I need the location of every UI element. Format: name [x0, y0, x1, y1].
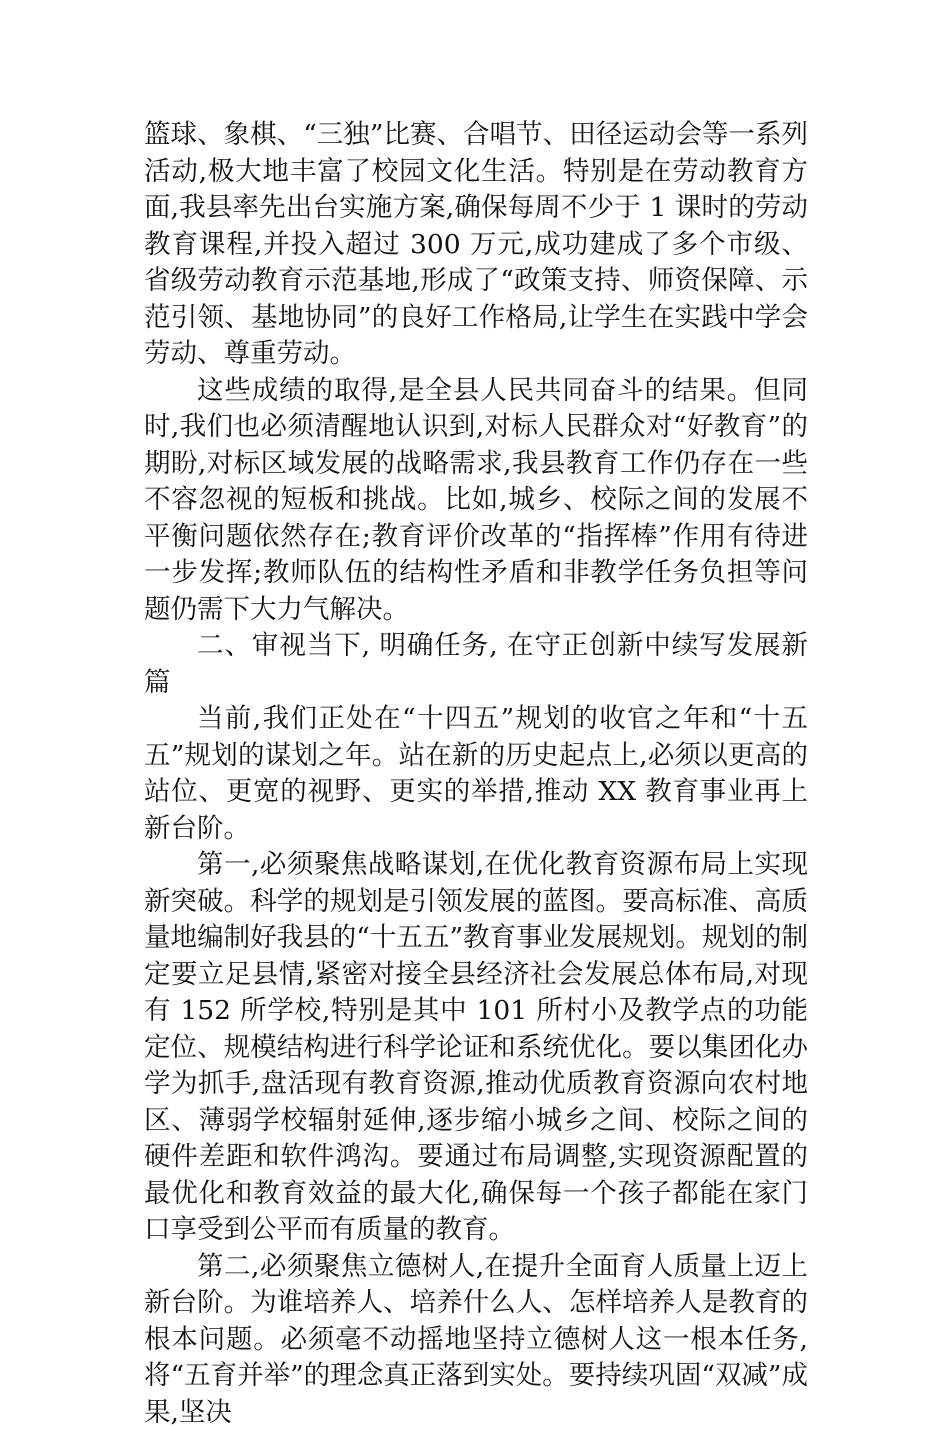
paragraph-activities: 篮球、象棋、“三独”比赛、合唱节、田径运动会等一系列活动,极大地丰富了校园文化生活。特别是在劳动教育方面,我县率先出台实施方案,确保每周不少于 1 课时的劳动教育课程,并投入超过 300 万元,成功建成了多个市级、省级劳动教育示范基地,形成了“政策支持、师资保障、示范引领、基地协同”的良好工作格局,让学生在实践中学会劳动、尊重劳动。 [144, 117, 808, 373]
document-body [144, 117, 808, 1431]
paragraph-achievements: 这些成绩的取得,是全县人民共同奋斗的结果。但同时,我们也必须清醒地认识到,对标人民群众对“好教育”的期盼,对标区域发展的战略需求,我县教育工作仍存在一些不容忽视的短板和挑战。比如,城乡、校际之间的发展不平衡问题依然存在;教育评价改革的“指挥棒”作用有待进一步发挥;教师队伍的结构性矛盾和非教学任务负担等问题仍需下大力气解决。 [144, 373, 808, 629]
paragraph-first-task: 第一,必须聚焦战略谋划,在优化教育资源布局上实现新突破。科学的规划是引领发展的蓝图。要高标准、高质量地编制好我县的“十五五”教育事业发展规划。规划的制定要立足县情,紧密对接全县经济社会发展总体布局,对现有 152 所学校,特别是其中 101 所村小及教学点的功能定位、规模结构进行科学论证和系统优化。要以集团化办学为抓手,盘活现有教育资源,推动优质教育资源向农村地区、薄弱学校辐射延伸,逐步缩小城乡之间、校际之间的硬件差距和软件鸿沟。要通过布局调整,实现资源配置的最优化和教育效益的最大化,确保每一个孩子都能在家门口享受到公平而有质量的教育。 [144, 847, 808, 1249]
paragraph-second-task: 第二,必须聚焦立德树人,在提升全面育人质量上迈上新台阶。为谁培养人、培养什么人、怎样培养人是教育的根本问题。必须毫不动摇地坚持立德树人这一根本任务,将“五育并举”的理念真正落到实处。要持续巩固“双减”成果,坚决 [144, 1249, 808, 1431]
section-heading-two: 二、审视当下, 明确任务, 在守正创新中续写发展新篇 [144, 628, 808, 701]
paragraph-current-period: 当前,我们正处在“十四五”规划的收官之年和“十五五”规划的谋划之年。站在新的历史起点上,必须以更高的站位、更宽的视野、更实的举措,推动 XX 教育事业再上新台阶。 [144, 701, 808, 847]
